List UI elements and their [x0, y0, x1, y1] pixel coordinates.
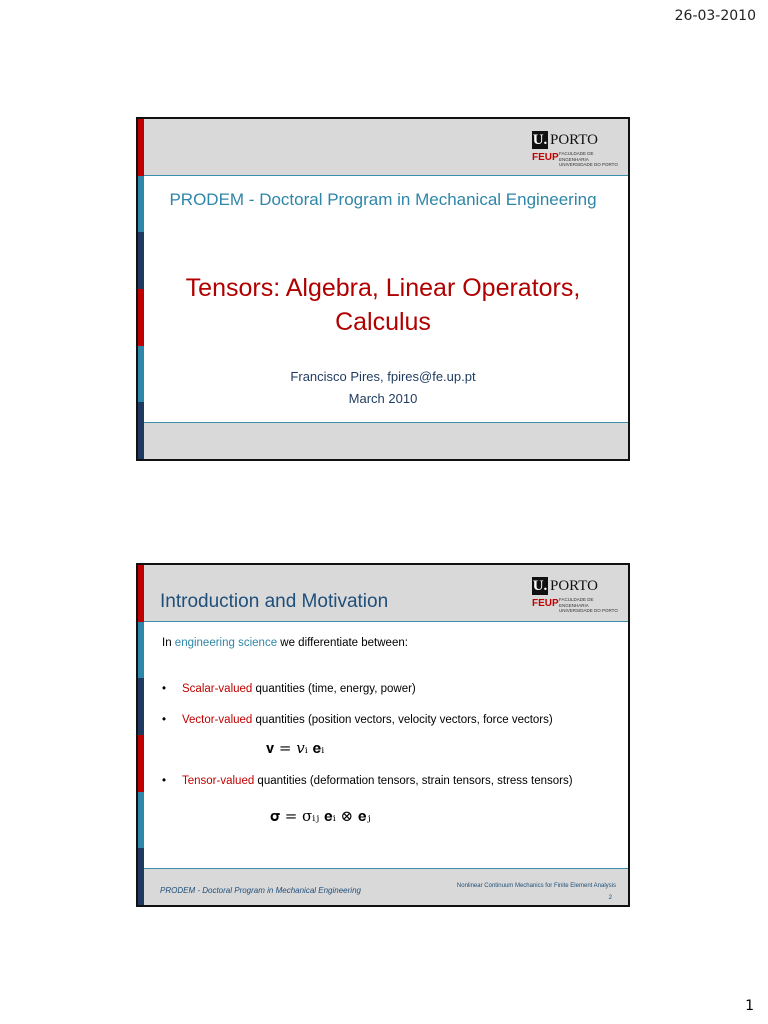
logo-porto-text: PORTO [550, 132, 599, 148]
page-date: 26-03-2010 [674, 8, 756, 24]
logo-u-mark: U. [532, 132, 548, 148]
author-line: Francisco Pires, fpires@fe.up.pt [290, 369, 476, 384]
intro-pre: In [162, 637, 175, 649]
presentation-date: March 2010 [348, 391, 418, 406]
logo-feup-text: FEUP [532, 152, 559, 163]
logo-feup-text: FEUP [532, 598, 559, 609]
intro-post: we differentiate between: [277, 637, 408, 649]
logo-faculty-text: FACULDADE DE ENGENHARIA UNIVERSIDADE DO PORTO [559, 151, 618, 167]
intro-slide [136, 563, 630, 907]
bullet-vector [162, 714, 553, 726]
bullet-text: quantities (time, energy, power) [252, 683, 416, 695]
bullet-highlight: Vector-valued [182, 714, 253, 726]
slide-title: Introduction and Motivation [160, 591, 389, 612]
tensor-formula: 𝛔 = σᵢⱼ 𝐞ᵢ ⊗ 𝐞ⱼ [270, 807, 371, 825]
intro-sentence [162, 637, 408, 649]
bar-segment [138, 735, 144, 792]
logo-faculty-text: FACULDADE DE ENGENHARIA UNIVERSIDADE DO PORTO [559, 597, 618, 613]
title-slide [136, 117, 630, 461]
slide-number: 2 [608, 895, 612, 901]
bar-segment [138, 678, 144, 735]
logo-porto-text: PORTO [550, 578, 599, 594]
page-number: 1 [745, 998, 754, 1014]
bar-segment [138, 289, 144, 346]
slide-footer-bar [144, 422, 628, 459]
presentation-title: Tensors: Algebra, Linear Operators, Calculus [185, 274, 581, 336]
uporto-logo [532, 129, 616, 169]
slide-header-bar [144, 119, 628, 176]
bar-segment [138, 176, 144, 233]
bullet-highlight: Tensor-valued [182, 775, 255, 787]
bullet-dot: • [162, 775, 167, 787]
slide-header-bar [144, 565, 628, 622]
bullet-dot: • [162, 714, 167, 726]
slide-footer-bar [144, 868, 628, 905]
vector-formula: 𝐯 = 𝑣ᵢ 𝐞ᵢ [266, 739, 325, 757]
intro-highlight: engineering science [174, 637, 278, 649]
bullet-text: quantities (deformation tensors, strain tensors, stress tensors) [254, 775, 573, 787]
footer-course: Nonlinear Continuum Mechanics for Finite Element Analysis [456, 883, 616, 889]
logo-u-mark: U. [532, 578, 548, 594]
bullet-tensor [162, 775, 573, 787]
bullet-text: quantities (position vectors, velocity vectors, force vectors) [252, 714, 553, 726]
bar-segment [138, 792, 144, 849]
program-name: PRODEM - Doctoral Program in Mechanical Engineering [169, 190, 597, 209]
bar-segment [138, 346, 144, 403]
bar-segment [138, 622, 144, 679]
bullet-dot: • [162, 683, 167, 695]
bar-segment [138, 232, 144, 289]
bullet-scalar [162, 683, 416, 695]
footer-program: PRODEM - Doctoral Program in Mechanical Engineering [160, 886, 361, 895]
bullet-highlight: Scalar-valued [182, 683, 253, 695]
uporto-logo [532, 575, 616, 615]
